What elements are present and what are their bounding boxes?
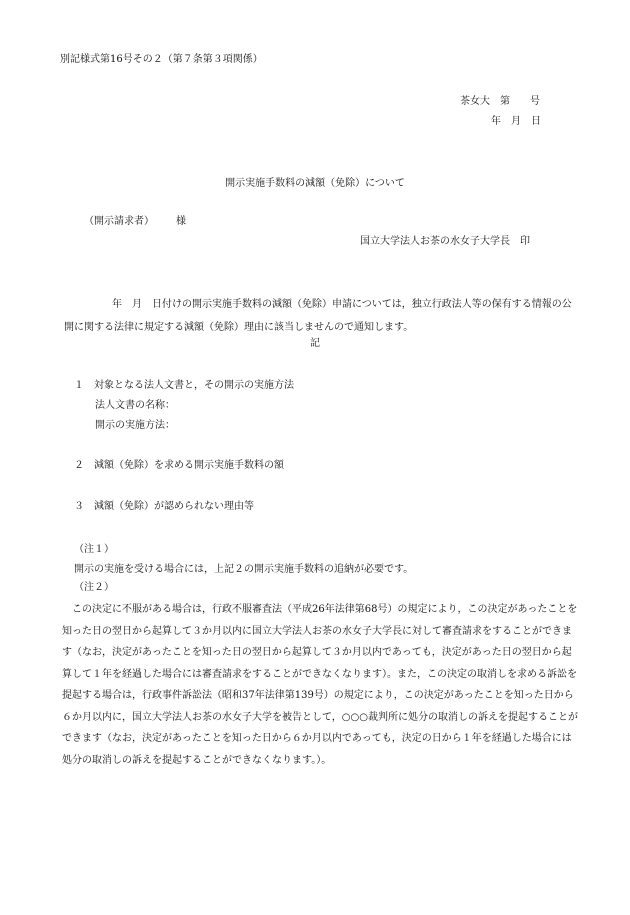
note-1-text: 開示の実施を受ける場合には，上記２の開示実施手数料の追納が必要です。 bbox=[74, 564, 414, 575]
note-2-label: （注２） bbox=[74, 582, 114, 593]
item-3: ３ 減額（免除）が認められない理由等 bbox=[74, 501, 254, 512]
item-2: ２ 減額（免除）を求める開示実施手数料の額 bbox=[74, 460, 284, 471]
addressee-honorific: 様 bbox=[176, 216, 186, 227]
ki-heading: 記 bbox=[310, 338, 320, 349]
item-1-disclosure-method: 開示の実施方法： bbox=[95, 420, 175, 431]
item-1-document-name: 法人文書の名称： bbox=[95, 400, 175, 411]
document-number: 茶女大 第 号 bbox=[460, 96, 540, 107]
form-identifier: 別記様式第16号その２（第７条第３項関係） bbox=[60, 54, 263, 65]
body-paragraph: 年 月 日付けの開示実施手数料の減額（免除）申請については，独立行政法人等の保有する情報の公開に関する法律に規定する減額（免除）理由に該当しませんので通知します。 bbox=[64, 299, 572, 333]
document-date: 年 月 日 bbox=[491, 116, 541, 127]
note-1-label: （注１） bbox=[74, 544, 114, 555]
note-2-text: この決定に不服がある場合は，行政不服審査法（平成26年法律第68号）の規定により，この決定があったことを知った日の翌日から起算して３か月以内に国立大学法人お茶の水女子大学長に対して審査請求をすることができます（なお，決定があったことを知った日の翌日から起算して３か月以内であっても，決定があった日の翌日から起算して１年を経過した場合には審査請求をすることができなくなります）。また，この決定の取消しを求める訴訟を提起する場合は，行政事件訴訟法（昭和37年法律第139号）の規定により，この決定があったことを知った日から６か月以内に，国立大学法人お茶の水女子大学を被告として，○○○裁判所に処分の取消しの訴えを提起することができます（なお，決定があったことを知った日から６か月以内であっても，決定の日から１年を経過した場合には処分の取消しの訴えを提起することができなくなります。）。 bbox=[62, 604, 578, 766]
document-title: 開示実施手数料の減額（免除）について bbox=[225, 178, 405, 189]
item-1: １ 対象となる法人文書と，その開示の実施方法 bbox=[74, 380, 294, 391]
addressee bbox=[84, 215, 186, 229]
sender: 国立大学法人お茶の水女子大学長 印 bbox=[360, 236, 530, 247]
addressee-label: （開示請求者） bbox=[84, 216, 154, 227]
